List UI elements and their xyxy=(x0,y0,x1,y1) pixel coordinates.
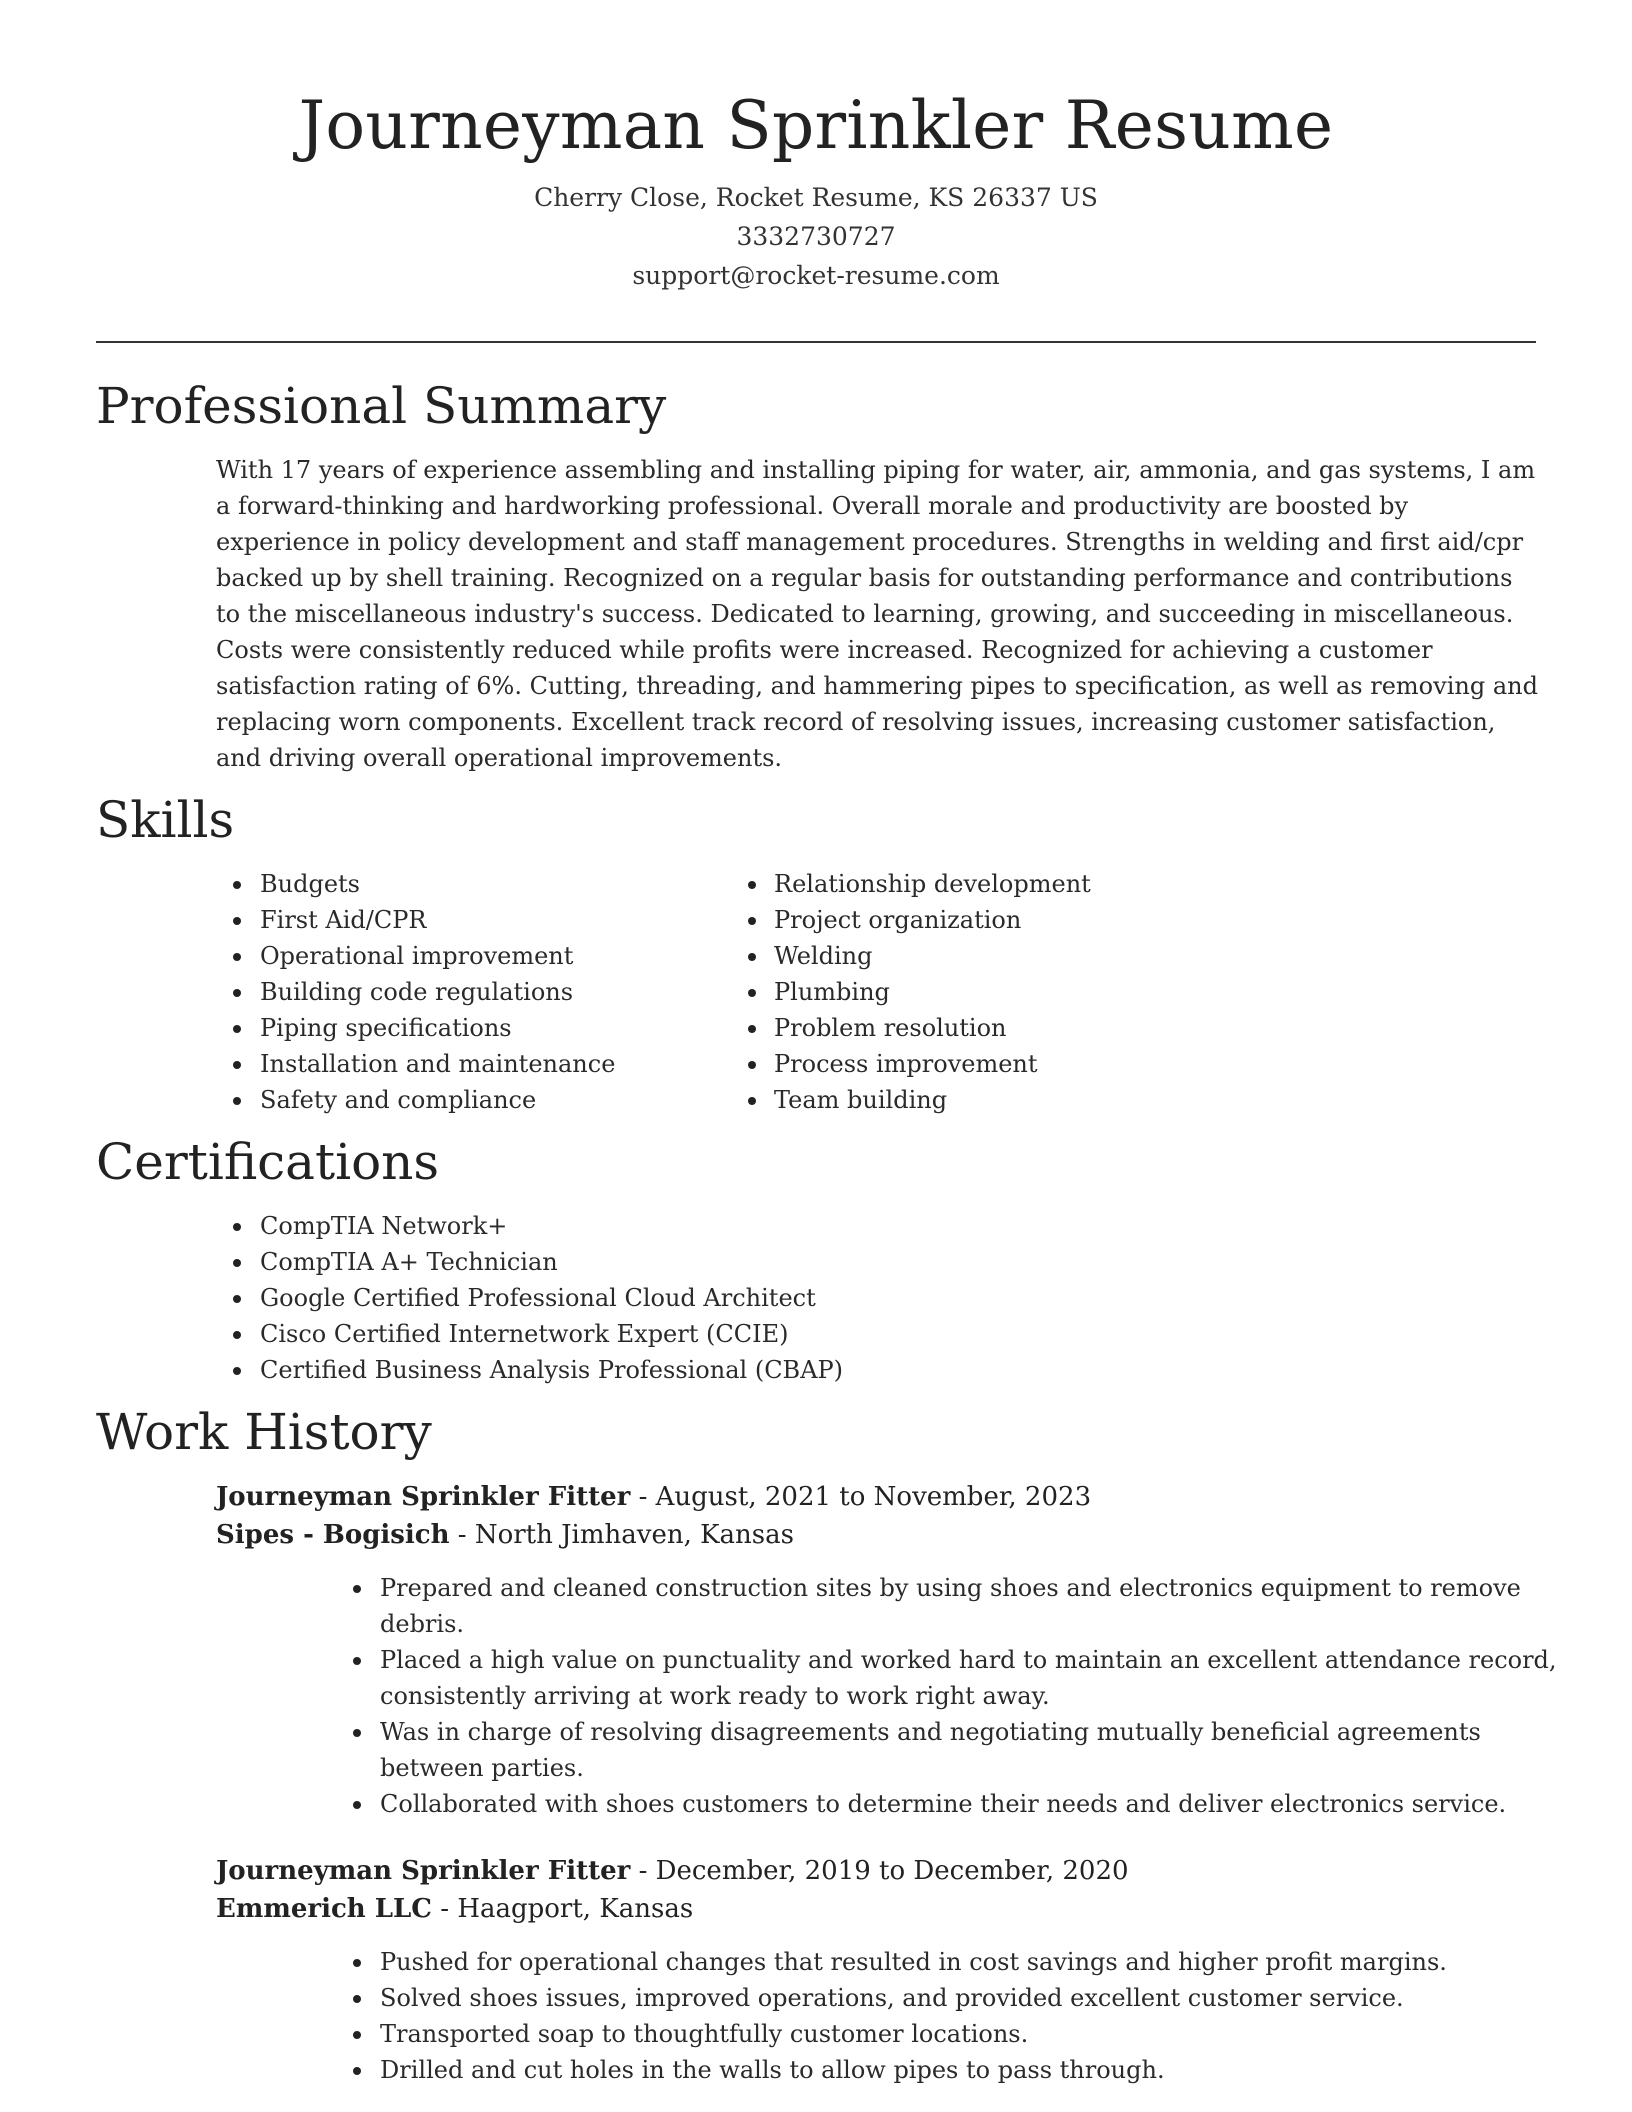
job-dates: - August, 2021 to November, 2023 xyxy=(630,1482,1092,1512)
contact-phone: 3332730727 xyxy=(736,221,896,251)
job-entry xyxy=(216,1852,1536,2088)
summary-text: With 17 years of experience assembling and installing piping for water, air, ammonia, and gas systems, I am a forward-thinking and hardworking professional. Overall morale and productivity are boosted by experience in policy development and staff management procedures. Strengths in welding and first aid/cpr backed up by shell training. Recognized on a regular basis for outstanding performance and contributions to the miscellaneous industry's success. Dedicated to learning, growing, and succeeding in miscellaneous. Costs were consistently reduced while profits were increased. Recognized for achieving a customer satisfaction rating of 6%. Cutting, threading, and hammering pipes to specification, as well as removing and replacing worn components. Excellent track record of resolving issues, increasing customer satisfaction, and driving overall operational improvements. xyxy=(216,456,1538,772)
job-duty-item: Solved shoes issues, improved operations, and provided excellent customer service. xyxy=(216,1980,1560,2016)
skills-list-left xyxy=(96,866,746,1118)
certifications-heading: Certifications xyxy=(96,1133,440,1191)
header-divider xyxy=(96,341,1536,343)
job-employer-line xyxy=(216,1516,1536,1554)
job-employer-line xyxy=(216,1890,1536,1928)
job-duty-item: Transported soap to thoughtfully customer locations. xyxy=(216,2016,1560,2052)
skill-item: Piping specifications xyxy=(96,1010,746,1046)
skills-grid xyxy=(96,866,1536,1118)
job-dates: - December, 2019 to December, 2020 xyxy=(630,1856,1129,1886)
skills-section xyxy=(96,790,1536,1118)
skill-item: Operational improvement xyxy=(96,938,746,974)
certification-item: CompTIA Network+ xyxy=(96,1208,1536,1244)
skill-item: Process improvement xyxy=(746,1046,1091,1082)
job-title-line xyxy=(216,1478,1536,1516)
contact-block xyxy=(0,178,1632,295)
job-duties-list xyxy=(216,1944,1536,2088)
job-employer: Emmerich LLC xyxy=(216,1894,432,1924)
job-title-line xyxy=(216,1852,1536,1890)
job-duty-item: Was in charge of resolving disagreements and negotiating mutually beneficial agreements between parties. xyxy=(216,1714,1560,1786)
job-duty-item: Prepared and cleaned construction sites by using shoes and electronics equipment to remove debris. xyxy=(216,1570,1560,1642)
certifications-section xyxy=(96,1132,1536,1388)
work-history-heading: Work History xyxy=(96,1403,432,1461)
job-duty-item: Placed a high value on punctuality and worked hard to maintain an excellent attendance record, consistently arriving at work ready to work right away. xyxy=(216,1642,1560,1714)
skill-item: Building code regulations xyxy=(96,974,746,1010)
skills-list-right xyxy=(746,866,1091,1118)
certification-item: CompTIA A+ Technician xyxy=(96,1244,1536,1280)
contact-email: support@rocket-resume.com xyxy=(632,260,1000,290)
skills-heading: Skills xyxy=(96,791,235,849)
job-duty-item: Pushed for operational changes that resulted in cost savings and higher profit margins. xyxy=(216,1944,1560,1980)
skills-column-left xyxy=(96,866,746,1118)
skill-item: Safety and compliance xyxy=(96,1082,746,1118)
skill-item: Plumbing xyxy=(746,974,1091,1010)
job-duty-item: Drilled and cut holes in the walls to allow pipes to pass through. xyxy=(216,2052,1560,2088)
skill-item: Welding xyxy=(746,938,1091,974)
work-history-section xyxy=(96,1402,1557,2088)
certifications-list xyxy=(96,1208,1536,1388)
job-duties-list xyxy=(216,1570,1557,1822)
skill-item: Relationship development xyxy=(746,866,1091,902)
skill-item: Budgets xyxy=(96,866,746,902)
job-location: - North Jimhaven, Kansas xyxy=(449,1520,794,1550)
skill-item: First Aid/CPR xyxy=(96,902,746,938)
certification-item: Cisco Certified Internetwork Expert (CCIE) xyxy=(96,1316,1536,1352)
job-employer: Sipes - Bogisich xyxy=(216,1520,450,1550)
summary-section xyxy=(96,376,1536,776)
job-title: Journeyman Sprinkler Fitter xyxy=(216,1856,631,1886)
certification-item: Certified Business Analysis Professional (CBAP) xyxy=(96,1352,1536,1388)
skill-item: Problem resolution xyxy=(746,1010,1091,1046)
skills-column-right xyxy=(746,866,1091,1118)
resume-body xyxy=(96,376,1557,2102)
summary-heading: Professional Summary xyxy=(96,377,667,435)
resume-title: Journeyman Sprinkler Resume xyxy=(298,87,1334,164)
job-title: Journeyman Sprinkler Fitter xyxy=(216,1482,631,1512)
job-duty-item: Collaborated with shoes customers to determine their needs and deliver electronics service. xyxy=(216,1786,1560,1822)
job-entry xyxy=(216,1478,1557,1822)
resume-header xyxy=(0,0,1632,295)
contact-address: Cherry Close, Rocket Resume, KS 26337 US xyxy=(534,182,1098,212)
skill-item: Team building xyxy=(746,1082,1091,1118)
certification-item: Google Certified Professional Cloud Architect xyxy=(96,1280,1536,1316)
skill-item: Project organization xyxy=(746,902,1091,938)
skill-item: Installation and maintenance xyxy=(96,1046,746,1082)
job-location: - Haagport, Kansas xyxy=(432,1894,694,1924)
